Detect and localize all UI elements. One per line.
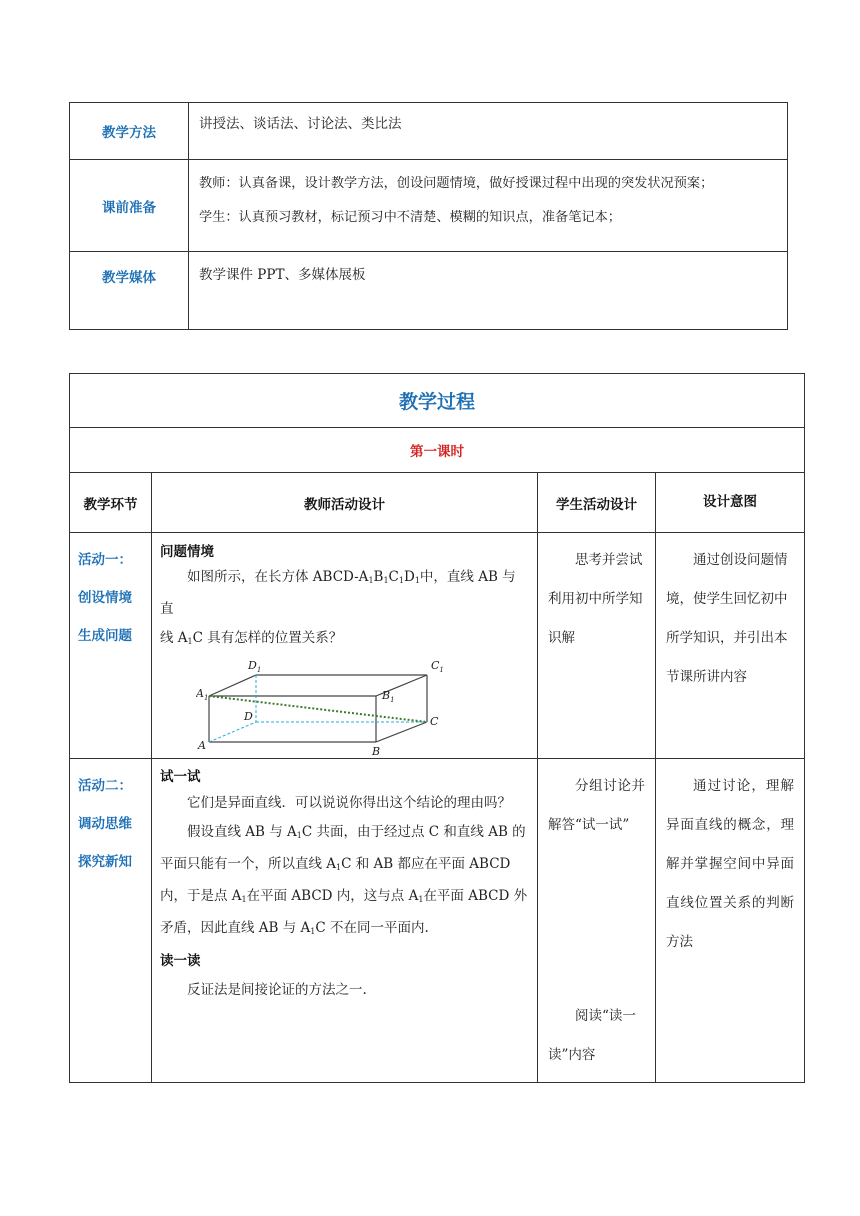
- activity2-intent-cell: [656, 759, 805, 1083]
- vertex-b-label: B: [372, 745, 381, 757]
- question-text: C: [388, 569, 399, 585]
- lesson-label: 第一课时: [410, 444, 464, 460]
- subscript: 1: [383, 576, 389, 585]
- prep-label-cell: [70, 160, 189, 252]
- proof-text: C 不在同一平面内.: [315, 920, 429, 936]
- subscript: 1: [418, 895, 424, 904]
- activity1-student-cell: [538, 533, 656, 759]
- header-stage-cell: [70, 473, 152, 533]
- lesson-cell: [70, 428, 805, 473]
- activity2-heading-read: 读一读: [160, 953, 201, 969]
- activity2-student-read: 阅读“读一读”内容: [548, 1008, 636, 1063]
- vertex-a1-label: $A_1$: [196, 687, 209, 702]
- vertex-d1-label: $D_1$: [248, 659, 262, 674]
- media-label: 教学媒体: [102, 270, 156, 286]
- question-text: 线 A: [160, 630, 188, 646]
- media-label-cell: [70, 252, 189, 330]
- activity1-stage-line: 生成问题: [78, 628, 132, 644]
- prep-value-cell: [189, 160, 788, 252]
- activity1-stage-line: 创设情境: [78, 590, 132, 606]
- header-intent-cell: [656, 473, 805, 533]
- activity1-student: 思考并尝试利用初中所学知识解: [548, 552, 643, 646]
- table-row: [70, 533, 805, 759]
- activity1-heading: 问题情境: [160, 544, 214, 560]
- cuboid-figure: [196, 657, 466, 757]
- question-text: 如图所示，在长方体 ABCD-A: [187, 569, 369, 585]
- process-title-cell: [70, 374, 805, 428]
- activity2-stage-line: 探究新知: [78, 854, 132, 870]
- question-text: B: [373, 569, 384, 585]
- question-text: D: [403, 569, 415, 585]
- table-row: [70, 759, 805, 1083]
- table-row: [70, 428, 805, 473]
- method-label: 教学方法: [102, 125, 156, 141]
- method-value: 讲授法、谈话法、讨论法、类比法: [199, 116, 402, 132]
- media-value: 教学课件 PPT、多媒体展板: [199, 267, 366, 283]
- method-value-cell: [189, 103, 788, 160]
- activity2-intent: 通过讨论，理解异面直线的概念，理解并掌握空间中异面直线位置关系的判断方法: [666, 778, 795, 950]
- prep-student-line: 学生：认真预习教材，标记预习中不清楚、模糊的知识点，准备笔记本；: [199, 210, 621, 225]
- table-row: [70, 374, 805, 428]
- activity2-heading-try: 试一试: [160, 769, 201, 785]
- activity2-paragraph: 它们是异面直线．可以说说你得出这个结论的理由吗？: [187, 795, 511, 811]
- activity1-stage-cell: [70, 533, 152, 759]
- header-stage: 教学环节: [83, 496, 138, 513]
- header-student-cell: [538, 473, 656, 533]
- vertex-b1-label: $B_1$: [382, 689, 395, 704]
- header-intent: 设计意图: [703, 494, 757, 510]
- subscript: 1: [241, 895, 247, 904]
- header-teacher: 教师活动设计: [304, 496, 385, 513]
- table-row: [70, 473, 805, 533]
- proof-text: 在平面 ABCD 内，这与点 A: [246, 888, 419, 904]
- activity1-teacher-cell: [152, 533, 538, 759]
- prep-label: 课前准备: [102, 199, 156, 216]
- proof-text: C 共面，由于经过点 C 和直线 AB 的平面只能有一个，所以直线 A: [160, 824, 526, 872]
- activity2-read-text: 反证法是间接论证的方法之一.: [187, 982, 367, 998]
- activity1-question-cont: [160, 624, 529, 656]
- edge: [376, 722, 427, 742]
- media-value-cell: [189, 252, 788, 330]
- activity1-stage-line: 活动一：: [78, 552, 132, 568]
- question-text: 中，直线 AB 与直: [160, 569, 516, 617]
- activity1-intent-cell: [656, 533, 805, 759]
- subscript: 1: [398, 576, 404, 585]
- activity1-question: [160, 563, 529, 624]
- vertex-c1-label: $C_1$: [431, 659, 444, 674]
- method-label-cell: [70, 103, 189, 160]
- subscript: 1: [310, 927, 316, 936]
- proof-text: C 和 AB 都应在平面 ABCD 内，于是点 A: [160, 856, 511, 904]
- hidden-edge: [209, 722, 256, 742]
- process-table: [69, 373, 805, 1083]
- activity1-intent: 通过创设问题情境，使学生回忆初中所学知识，并引出本节课所讲内容: [666, 552, 788, 685]
- vertex-c-label: C: [430, 715, 439, 728]
- question-text: C 具有怎样的位置关系？: [192, 630, 343, 646]
- subscript: 1: [368, 576, 374, 585]
- process-title: 教学过程: [399, 391, 476, 413]
- activity2-stage-line: 调动思维: [78, 816, 132, 832]
- table-row: [70, 103, 788, 160]
- preparation-table: [69, 102, 788, 330]
- edge: [209, 675, 256, 696]
- activity2-student-discuss: 分组讨论并解答“试一试”: [548, 778, 645, 833]
- subscript: 1: [296, 831, 302, 840]
- proof-text: 假设直线 AB 与 A: [187, 824, 297, 840]
- subscript: 1: [336, 863, 342, 872]
- subscript: 1: [414, 576, 420, 585]
- activity2-student-cell: [538, 759, 656, 1083]
- table-row: [70, 252, 788, 330]
- activity2-teacher-cell: [152, 759, 538, 1083]
- activity2-stage-cell: [70, 759, 152, 1083]
- activity2-stage-line: 活动二：: [78, 778, 132, 794]
- header-student: 学生活动设计: [556, 496, 637, 513]
- table-row: [70, 160, 788, 252]
- vertex-d-label: D: [244, 710, 253, 723]
- vertex-a-label: A: [198, 739, 206, 752]
- prep-teacher-line: 教师：认真备课，设计教学方法，创设问题情境，做好授课过程中出现的突发状况预案；: [199, 176, 714, 191]
- activity2-proof: [160, 818, 529, 946]
- proof-text: 在平面 ABCD 外矛盾，因此直线 AB 与 A: [160, 888, 528, 936]
- subscript: 1: [187, 637, 193, 646]
- header-teacher-cell: [152, 473, 538, 533]
